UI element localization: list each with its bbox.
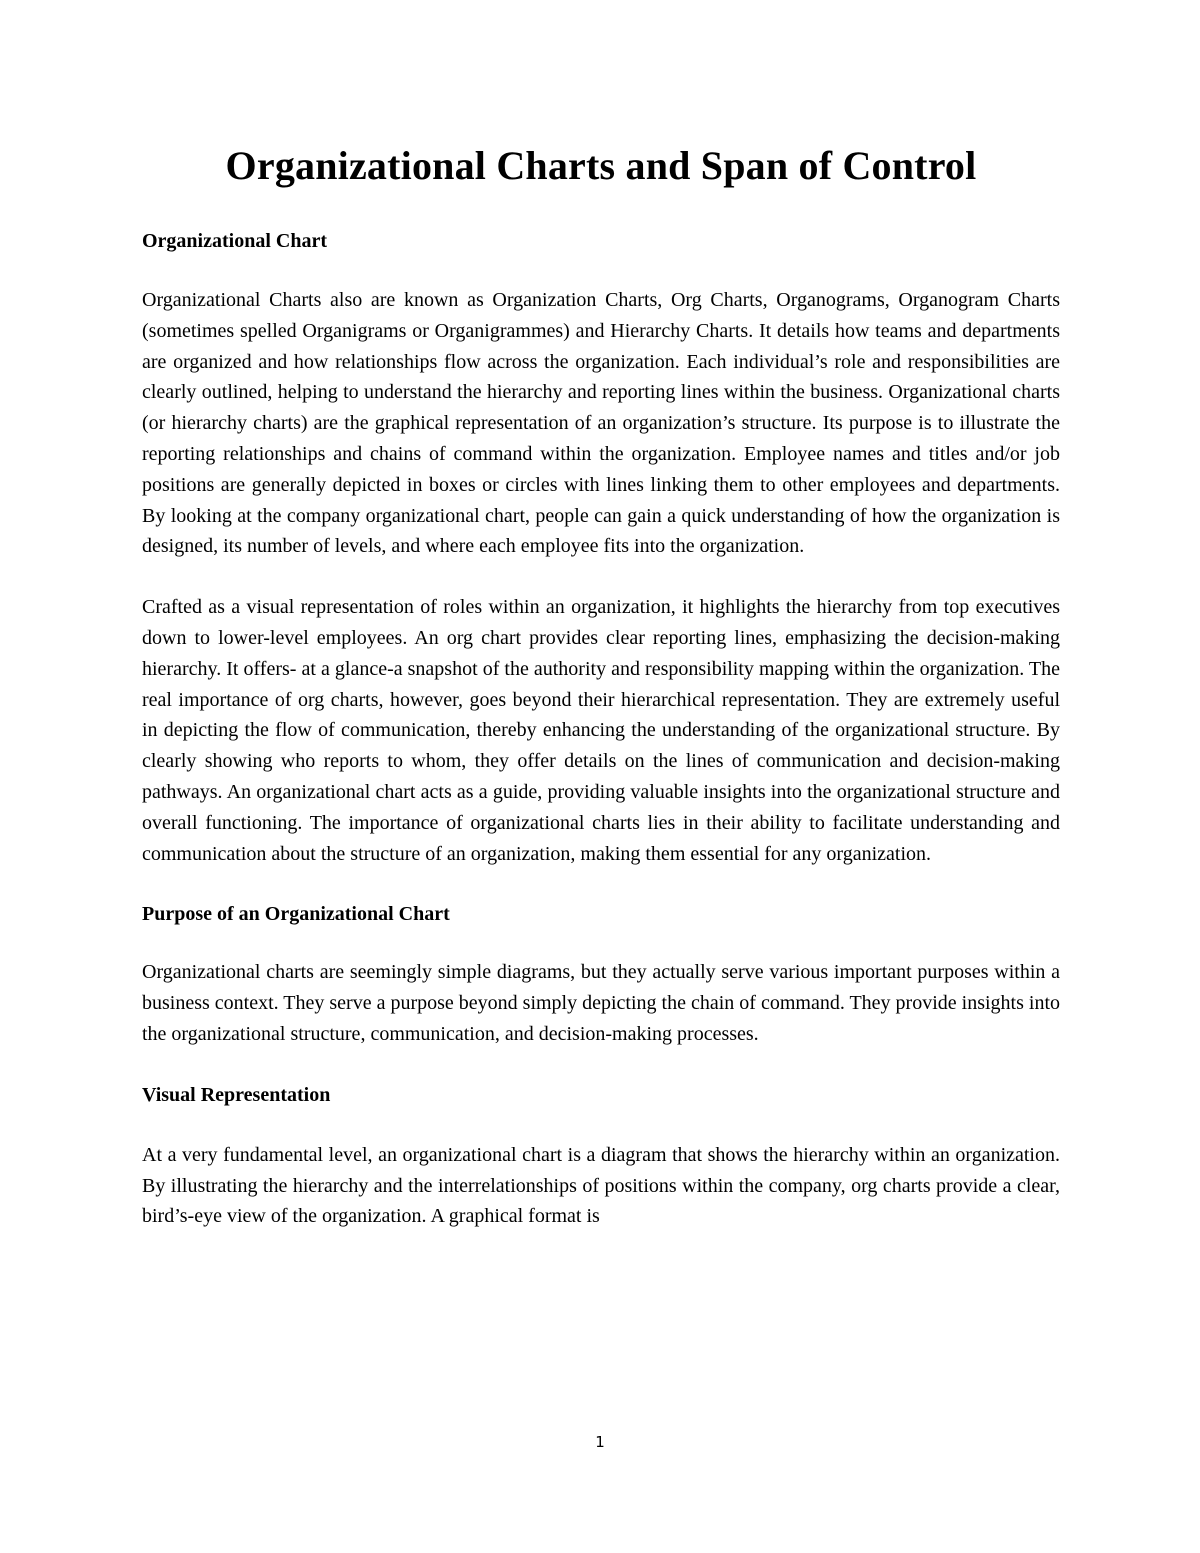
section-heading-organizational-chart: Organizational Chart: [142, 230, 327, 252]
page-number: 1: [595, 1433, 605, 1451]
paragraph-visual-representation: At a very fundamental level, an organizational chart is a diagram that shows the hierarchy within an organization. By illustrating the hierarchy and the interrelationships of positions within the company, org charts provide a clear, bird’s-eye view of the organization. A graphical format is: [142, 1143, 1060, 1228]
paragraph-purpose: Organizational charts are seemingly simple diagrams, but they actually serve various important purposes within a business context. They serve a purpose beyond simply depicting the chain of command. They provide insights into the organizational structure, communication, and decision-making processes.: [142, 961, 1060, 1045]
paragraph-organizational-chart-importance: Crafted as a visual representation of roles within an organization, it highlights the hierarchy from top executives down to lower-level employees. An org chart provides clear reporting lines, emphasizing the decision-making hierarchy. It offers- at a glance-a snapshot of the authority and responsibility mapping within the organization. The real importance of org charts, however, goes beyond their hierarchical representation. They are extremely useful in depicting the flow of communication, thereby enhancing the understanding of the organizational structure. By clearly showing who reports to whom, they offer details on the lines of communication and decision-making pathways. An organizational chart acts as a guide, providing valuable insights into the organizational structure and overall functioning. The importance of organizational charts lies in their ability to facilitate understanding and communication about the structure of an organization, making them essential for any organization.: [142, 596, 1060, 865]
document-title: Organizational Charts and Span of Control: [225, 143, 977, 188]
section-heading-purpose: Purpose of an Organizational Chart: [142, 903, 450, 926]
page-content: [142, 138, 1060, 1232]
section-heading-visual-representation: Visual Representation: [142, 1083, 331, 1106]
paragraph-organizational-chart-definition: Organizational Charts also are known as Organization Charts, Org Charts, Organograms, Organogram Charts (sometimes spelled Organigrams or Organigrammes) and Hierarchy Charts. It details how teams and departments are organized and how relationships flow across the organization. Each individual’s role and responsibilities are clearly outlined, helping to understand the hierarchy and reporting lines within the business. Organizational charts (or hierarchy charts) are the graphical representation of an organization’s structure. Its purpose is to illustrate the reporting relationships and chains of command within the organization. Employee names and titles and/or job positions are generally depicted in boxes or circles with lines linking them to other employees and departments. By looking at the company organizational chart, people can gain a quick understanding of how the organization is designed, its number of levels, and where each employee fits into the organization.: [142, 289, 1060, 558]
